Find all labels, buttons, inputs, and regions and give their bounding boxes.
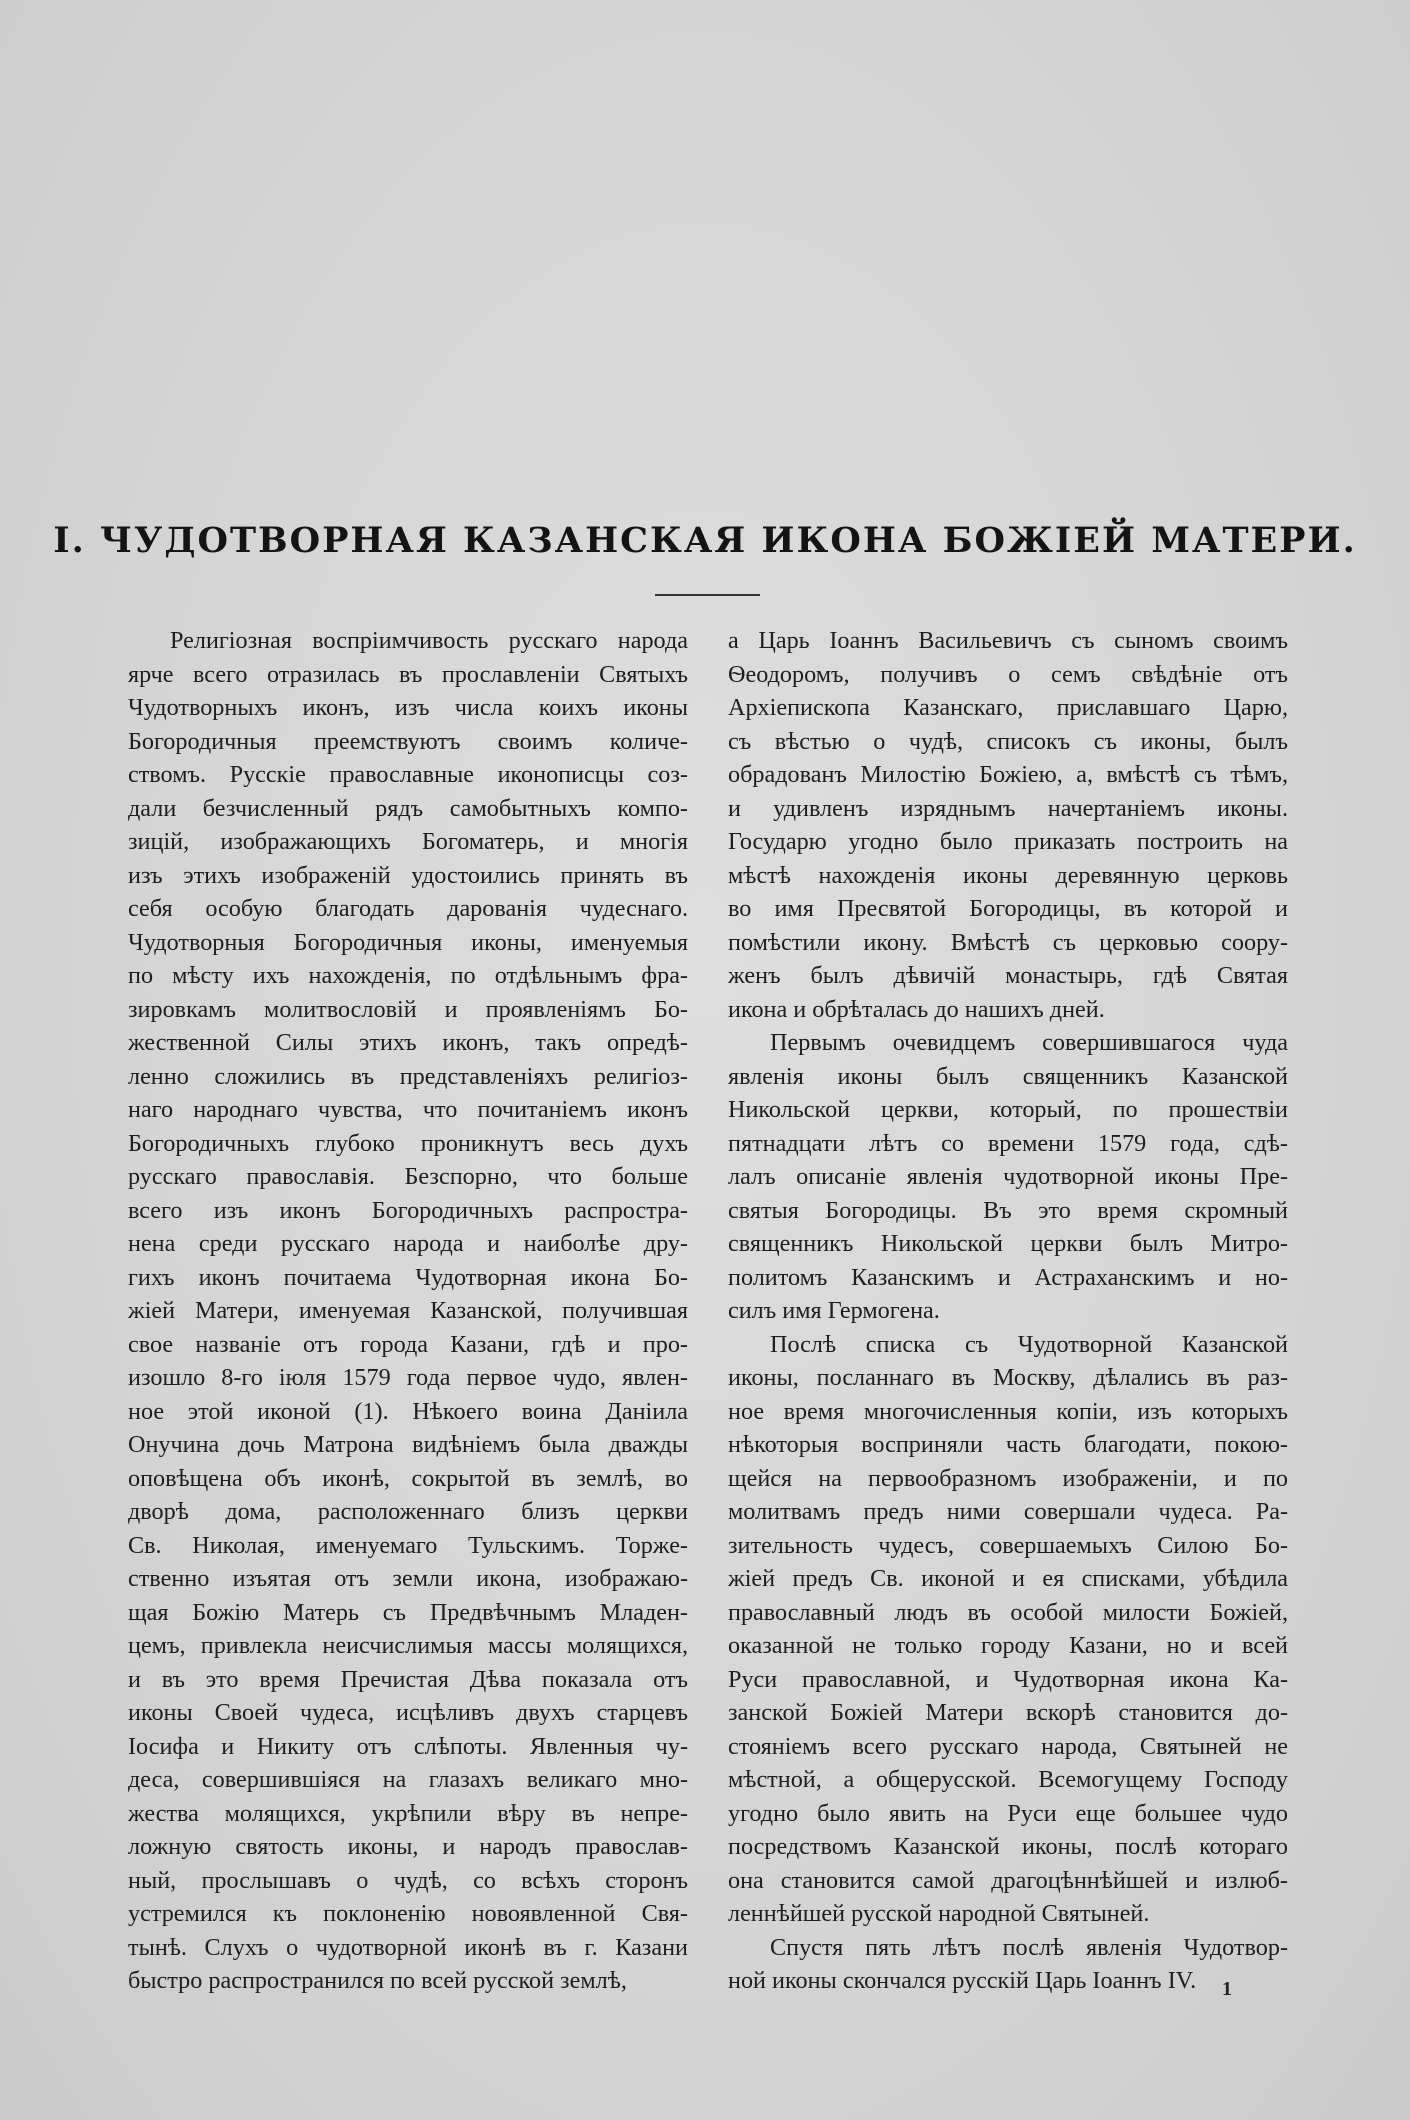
text-line: обрадованъ Милостію Божіею, а, вмѣстѣ съ тѣмъ, xyxy=(728,761,1288,788)
text-line: она становится самой драгоцѣннѣйшей и излюб- xyxy=(728,1866,1288,1894)
text-line: всего изъ иконъ Богородичныхъ распростра- xyxy=(128,1196,688,1224)
text-line: а Царь Іоаннъ Васильевичъ съ сыномъ своимъ xyxy=(728,627,1288,654)
text-line: Чудотворныхъ иконъ, изъ числа коихъ иконы xyxy=(128,694,688,721)
text-line: леннѣйшей русской народной Святыней. xyxy=(728,1900,1150,1927)
text-line: лалъ описаніе явленія чудотворной иконы Пре- xyxy=(728,1163,1288,1190)
text-line: устремился къ поклоненію новоявленной Свя- xyxy=(128,1900,688,1927)
title-divider xyxy=(655,594,760,596)
text-line: ствомъ. Русскіе православные иконописцы соз- xyxy=(128,761,688,788)
text-line: Архіепископа Казанскаго, приславшаго Царю, xyxy=(728,694,1288,721)
text-line: съ вѣстью о чудѣ, списокъ съ иконы, былъ xyxy=(728,727,1288,755)
text-line: зицій, изображающихъ Богоматерь, и многія xyxy=(128,828,688,855)
text-line: нѣкоторыя восприняли часть благодати, покою- xyxy=(728,1431,1288,1458)
page-title: I. ЧУДОТВОРНАЯ КАЗАНСКАЯ ИКОНА БОЖІЕЙ МАТЕРИ. xyxy=(53,520,1357,561)
text-line: посредствомъ Казанской иконы, послѣ котораго xyxy=(728,1833,1288,1860)
text-line: жіей Матери, именуемая Казанской, получившая xyxy=(128,1297,688,1324)
text-line: Чудотворныя Богородичныя иконы, именуемыя xyxy=(128,928,688,956)
text-line: ный, прослышавъ о чудѣ, со всѣхъ сторонъ xyxy=(128,1866,688,1894)
text-line: зительность чудесъ, совершаемыхъ Силою Бо- xyxy=(728,1531,1288,1559)
text-line: оказанной не только городу Казани, но и всей xyxy=(728,1632,1288,1659)
text-line: Спустя пять лѣтъ послѣ явленія Чудотвор- xyxy=(770,1933,1288,1961)
text-line: ярче всего отразилась въ прославленіи Святыхъ xyxy=(128,660,688,688)
text-line: иконы Своей чудеса, исцѣливъ двухъ старцевъ xyxy=(128,1699,688,1726)
text-line: дали безчисленный рядъ самобытныхъ компо- xyxy=(128,794,688,822)
text-line: быстро распространился по всей русской землѣ, xyxy=(128,1967,627,1994)
text-line: ственно изъятая отъ земли икона, изображаю- xyxy=(128,1565,688,1592)
text-line: русскаго православія. Безспорно, что больше xyxy=(128,1163,688,1190)
text-line: занской Божіей Матери вскорѣ становится до- xyxy=(728,1699,1288,1726)
text-line: женъ былъ дѣвичій монастырь, гдѣ Святая xyxy=(728,962,1288,989)
text-line: Послѣ списка съ Чудотворной Казанской xyxy=(770,1330,1288,1358)
text-line: политомъ Казанскимъ и Астраханскимъ и но- xyxy=(728,1263,1288,1291)
text-line: ложную святость иконы, и народъ православ- xyxy=(128,1833,688,1860)
text-line: Богородичныя преемствуютъ своимъ количе- xyxy=(128,727,688,755)
text-line: явленія иконы былъ священникъ Казанской xyxy=(728,1062,1288,1090)
text-line: пятнадцати лѣтъ со времени 1579 года, сдѣ- xyxy=(728,1129,1288,1157)
text-line: Іосифа и Никиту отъ слѣпоты. Явленныя чу- xyxy=(128,1732,688,1760)
text-line: стояніемъ всего русскаго народа, Святыней не xyxy=(728,1732,1288,1760)
text-line: во имя Пресвятой Богородицы, въ которой и xyxy=(728,895,1288,922)
text-line: по мѣсту ихъ нахожденія, по отдѣльнымъ фра- xyxy=(128,962,688,989)
text-line: силъ имя Гермогена. xyxy=(728,1297,940,1324)
text-column-right xyxy=(728,624,1288,1998)
text-line: угодно было явить на Руси еще большее чудо xyxy=(728,1799,1288,1827)
text-line: деса, совершившіяся на глазахъ великаго мно- xyxy=(128,1766,688,1793)
text-line: щая Божію Матерь съ Предвѣчнымъ Младен- xyxy=(128,1598,688,1626)
text-line: Государю угодно было приказать построить на xyxy=(728,828,1288,855)
text-line: молитвамъ предъ ними совершали чудеса. Ра- xyxy=(728,1498,1288,1525)
text-line: жества молящихся, укрѣпили вѣру въ непре- xyxy=(128,1799,688,1827)
text-line: себя особую благодать дарованія чудеснаго. xyxy=(128,895,688,922)
text-line: жіей предъ Св. иконой и ея списками, убѣдила xyxy=(728,1565,1288,1592)
text-line: оповѣщена объ иконѣ, сокрытой въ землѣ, во xyxy=(128,1464,688,1492)
text-line: изошло 8-го іюля 1579 года первое чудо, явлен- xyxy=(128,1364,688,1391)
text-line: Ѳеодоромъ, получивъ о семъ свѣдѣніе отъ xyxy=(728,660,1288,688)
text-line: Онучина дочь Матрона видѣніемъ была дважды xyxy=(128,1431,688,1458)
text-line: православный людъ въ особой милости Божіей, xyxy=(728,1598,1288,1626)
text-line: гихъ иконъ почитаема Чудотворная икона Бо- xyxy=(128,1263,688,1291)
text-line: и въ это время Пречистая Дѣва показала отъ xyxy=(128,1665,688,1693)
text-line: Никольской церкви, который, по прошествіи xyxy=(728,1096,1288,1123)
page-number: 1 xyxy=(1222,1978,1232,2000)
text-line: нена среди русскаго народа и наиболѣе дру- xyxy=(128,1230,688,1257)
text-column-left xyxy=(128,624,688,1998)
text-line: дворѣ дома, расположеннаго близъ церкви xyxy=(128,1498,688,1525)
text-line: икона и обрѣталась до нашихъ дней. xyxy=(728,995,1105,1023)
text-line: Руси православной, и Чудотворная икона Ка- xyxy=(728,1665,1288,1693)
text-line: цемъ, привлекла неисчислимыя массы молящихся, xyxy=(128,1632,688,1659)
text-line: зировкамъ молитвословій и проявленіямъ Бо- xyxy=(128,995,688,1023)
text-line: изъ этихъ изображеній удостоились принять въ xyxy=(128,861,688,889)
text-line: свое названіе отъ города Казани, гдѣ и про- xyxy=(128,1330,688,1358)
text-line: мѣстной, а общерусской. Всемогущему Господу xyxy=(728,1766,1288,1793)
text-line: Св. Николая, именуемаго Тульскимъ. Торже- xyxy=(128,1531,688,1559)
text-line: Первымъ очевидцемъ совершившагося чуда xyxy=(770,1029,1288,1056)
text-line: помѣстили икону. Вмѣстѣ съ церковью соору- xyxy=(728,928,1288,956)
text-line: щейся на первообразномъ изображеніи, и по xyxy=(728,1464,1288,1492)
text-line: иконы, посланнаго въ Москву, дѣлались въ раз- xyxy=(728,1364,1288,1391)
text-line: наго народнаго чувства, что почитаніемъ иконъ xyxy=(128,1096,688,1123)
text-line: и удивленъ изряднымъ начертаніемъ иконы. xyxy=(728,794,1288,822)
text-line: мѣстѣ нахожденія иконы деревянную церковь xyxy=(728,861,1288,889)
text-line: Религіозная воспріимчивость русскаго народа xyxy=(170,627,688,654)
text-line: ное этой иконой (1). Нѣкоего воина Даніила xyxy=(128,1397,688,1425)
text-line: святыя Богородицы. Въ это время скромный xyxy=(728,1196,1288,1224)
text-line: ной иконы скончался русскій Царь Іоаннъ IV. xyxy=(728,1967,1197,1994)
text-line: священникъ Никольской церкви былъ Митро- xyxy=(728,1230,1288,1257)
text-line: ленно сложились въ представленіяхъ религіоз- xyxy=(128,1062,688,1090)
text-line: тынѣ. Слухъ о чудотворной иконѣ въ г. Казани xyxy=(128,1933,688,1961)
text-line: жественной Силы этихъ иконъ, такъ опредѣ- xyxy=(128,1029,688,1056)
text-line: ное время многочисленныя копіи, изъ которыхъ xyxy=(728,1397,1288,1425)
text-line: Богородичныхъ глубоко проникнутъ весь духъ xyxy=(128,1129,688,1157)
